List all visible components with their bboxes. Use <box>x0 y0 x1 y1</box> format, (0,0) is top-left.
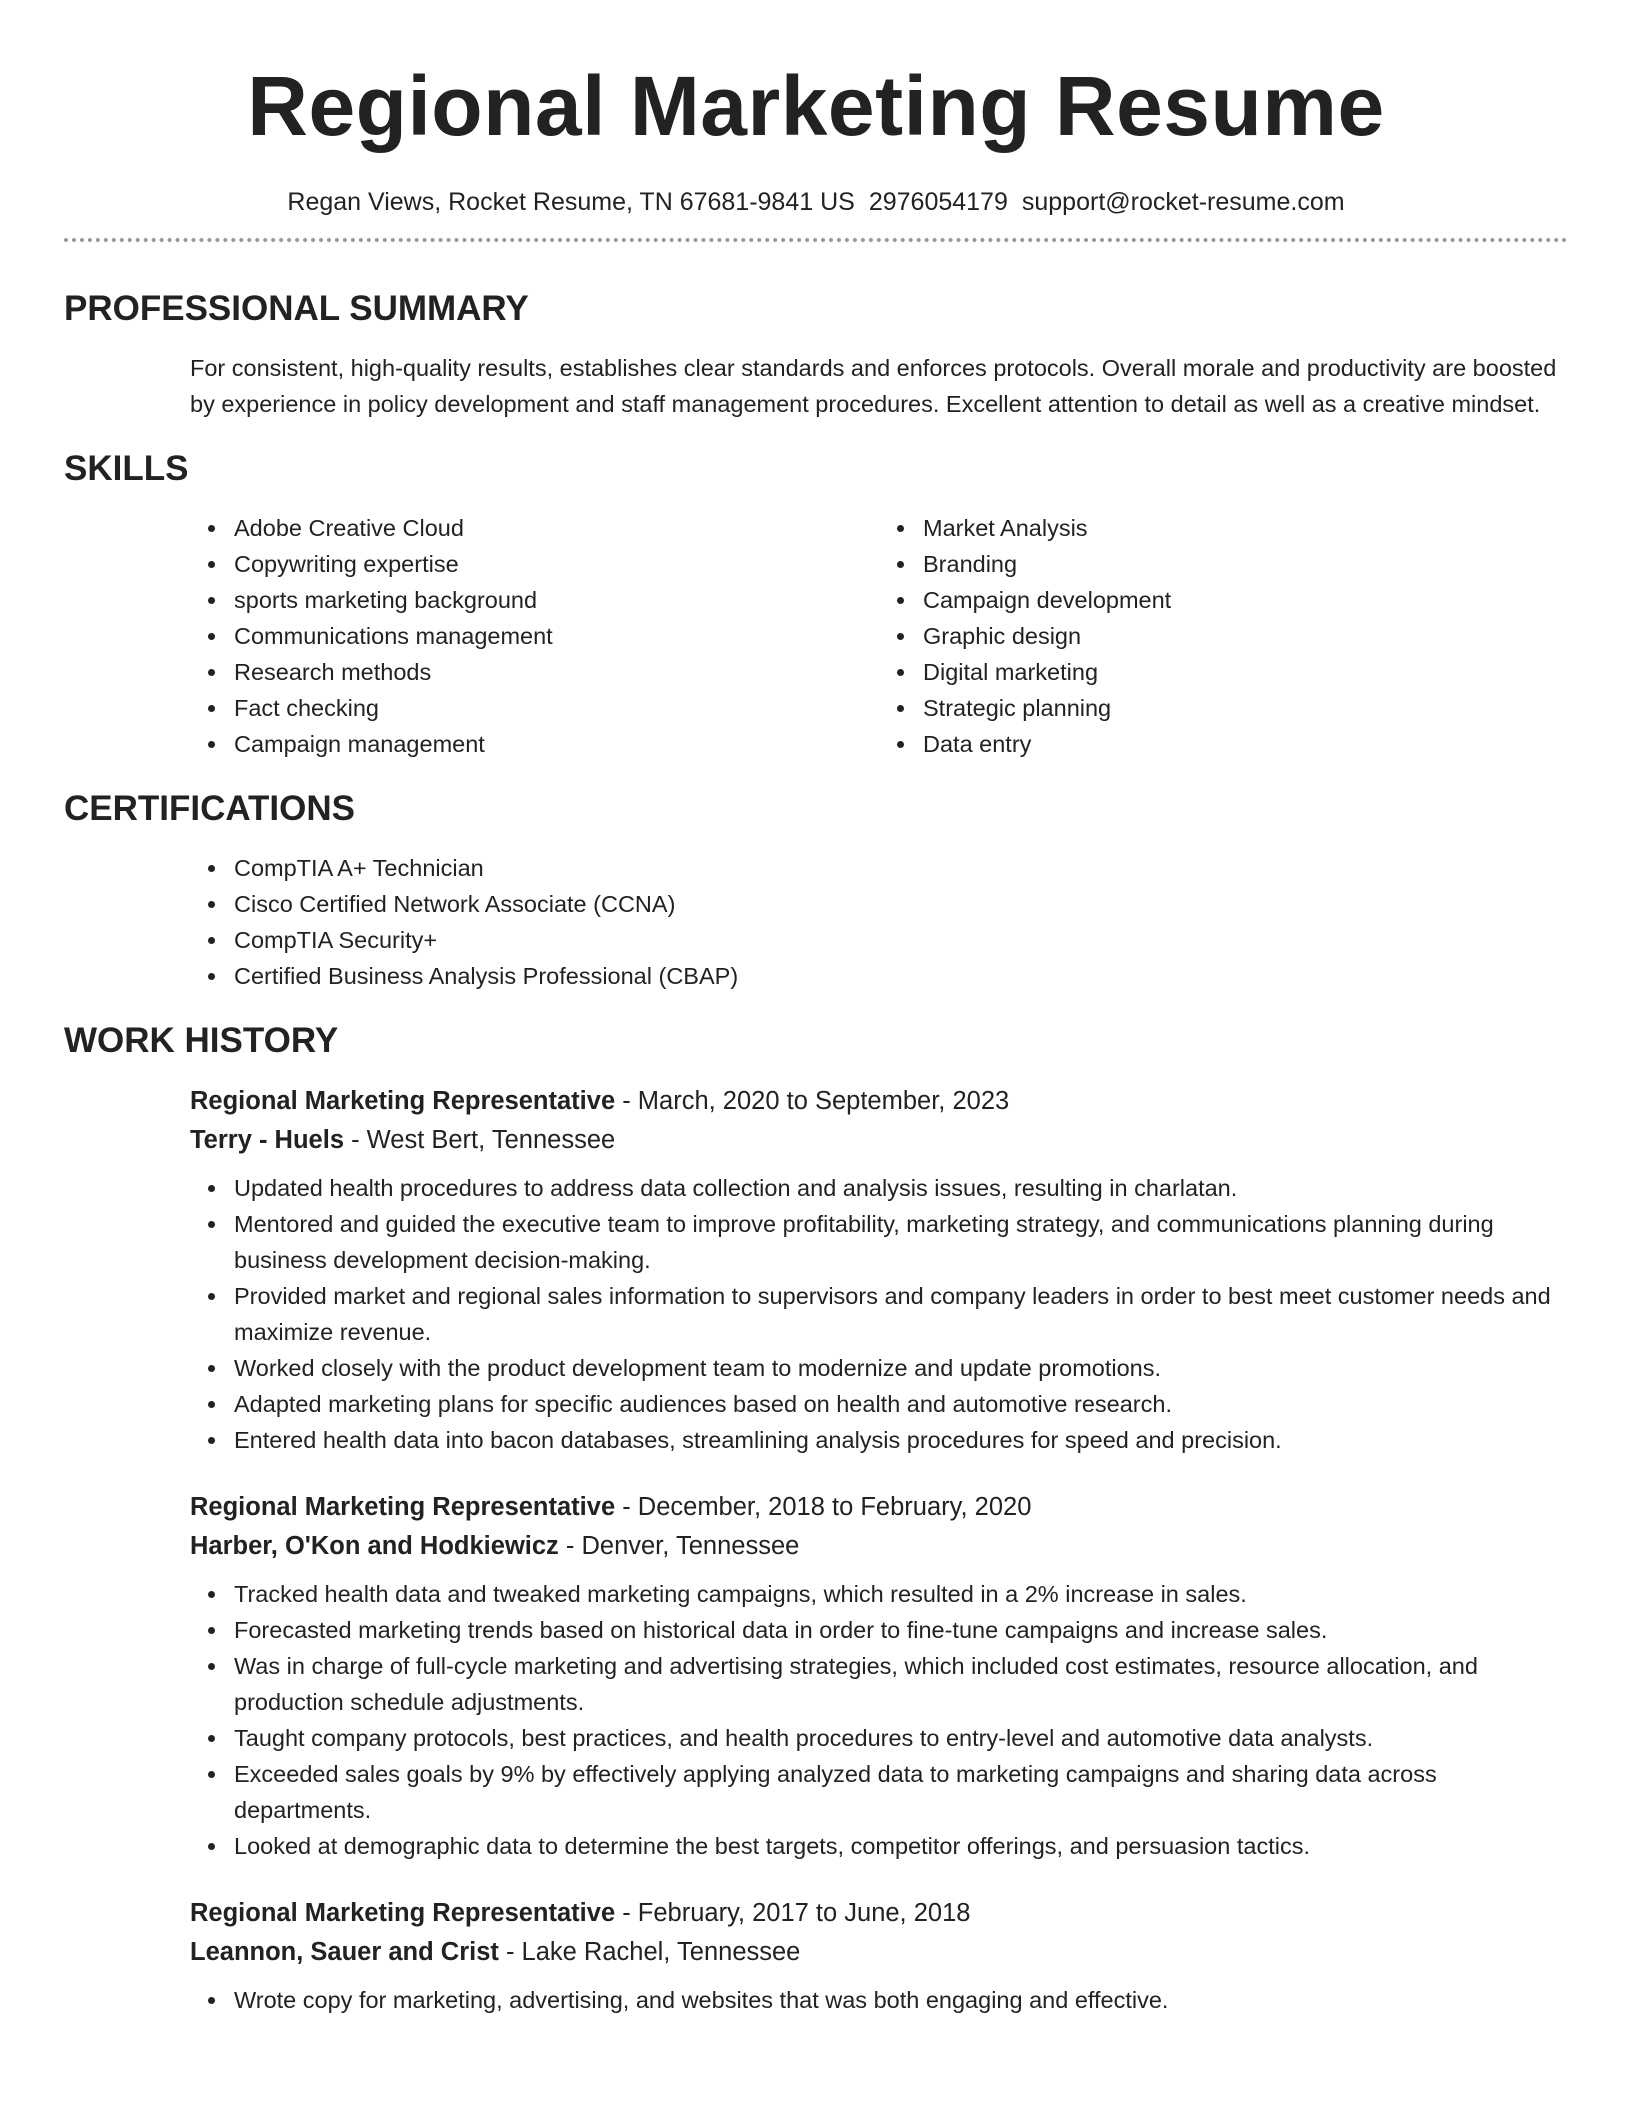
certifications-list <box>190 850 1568 994</box>
job-role: Regional Marketing Representative <box>190 1087 616 1115</box>
job-company-line <box>190 1527 1568 1566</box>
job-duties-list <box>190 1170 1568 1458</box>
resume-title: Regional Marketing Resume <box>247 59 1385 153</box>
contact-phone: 2976054179 <box>868 188 1008 216</box>
list-item: Market Analysis <box>923 510 1568 546</box>
job-dates: - March, 2020 to September, 2023 <box>615 1087 1010 1115</box>
list-item: Cisco Certified Network Associate (CCNA) <box>234 886 1568 922</box>
list-item: Worked closely with the product development team to modernize and update promotions. <box>234 1350 1568 1386</box>
work-history-body <box>64 1082 1568 2018</box>
list-item: Provided market and regional sales information to supervisors and company leaders in order to best meet customer needs and maximize revenue. <box>234 1278 1568 1350</box>
job-duties-list <box>190 1982 1568 2018</box>
work-history-heading: WORK HISTORY <box>64 1021 339 1060</box>
job-company: Harber, O'Kon and Hodkiewicz <box>190 1532 559 1560</box>
work-history-section <box>64 1020 1568 2018</box>
skills-columns <box>64 510 1568 762</box>
list-item: Taught company protocols, best practices, and health procedures to entry-level and automotive data analysts. <box>234 1720 1568 1756</box>
job-dates: - December, 2018 to February, 2020 <box>615 1493 1032 1521</box>
summary-text: For consistent, high-quality results, establishes clear standards and enforces protocols. Overall morale and productivity are boosted by experience in policy development and staff management procedures. Excellent attention to detail as well as a creative mindset. <box>190 355 1557 417</box>
job-entry <box>190 1082 1568 1458</box>
job-company: Leannon, Sauer and Crist <box>190 1938 499 1966</box>
job-duties-list <box>190 1576 1568 1864</box>
header-divider <box>64 238 1568 242</box>
job-company-line <box>190 1933 1568 1972</box>
list-item: Fact checking <box>234 690 879 726</box>
job-title-line <box>190 1488 1568 1527</box>
list-item: Campaign development <box>923 582 1568 618</box>
list-item: CompTIA Security+ <box>234 922 1568 958</box>
list-item: Strategic planning <box>923 690 1568 726</box>
job-title-line <box>190 1894 1568 1933</box>
list-item: Looked at demographic data to determine the best targets, competitor offerings, and persuasion tactics. <box>234 1828 1568 1864</box>
list-item: sports marketing background <box>234 582 879 618</box>
summary-heading: PROFESSIONAL SUMMARY <box>64 289 529 328</box>
contact-address: Regan Views, Rocket Resume, TN 67681-9841 US <box>287 188 855 216</box>
job-title-line <box>190 1082 1568 1121</box>
job-role: Regional Marketing Representative <box>190 1899 616 1927</box>
skills-list-right <box>879 510 1568 762</box>
certifications-section <box>64 788 1568 994</box>
certifications-body <box>64 850 1568 994</box>
list-item: Mentored and guided the executive team to improve profitability, marketing strategy, and communications planning during business development decision-making. <box>234 1206 1568 1278</box>
list-item: Was in charge of full-cycle marketing and advertising strategies, which included cost estimates, resource allocation, and production schedule adjustments. <box>234 1648 1568 1720</box>
list-item: Adapted marketing plans for specific audiences based on health and automotive research. <box>234 1386 1568 1422</box>
list-item: Wrote copy for marketing, advertising, and websites that was both engaging and effective. <box>234 1982 1568 2018</box>
list-item: Certified Business Analysis Professional (CBAP) <box>234 958 1568 994</box>
job-entry <box>190 1488 1568 1864</box>
job-location: - Denver, Tennessee <box>558 1532 800 1560</box>
skills-list-left <box>190 510 879 762</box>
job-entry <box>190 1894 1568 2018</box>
skills-section <box>64 448 1568 762</box>
list-item: Graphic design <box>923 618 1568 654</box>
list-item: Copywriting expertise <box>234 546 879 582</box>
job-company-line <box>190 1121 1568 1160</box>
list-item: CompTIA A+ Technician <box>234 850 1568 886</box>
list-item: Tracked health data and tweaked marketing campaigns, which resulted in a 2% increase in sales. <box>234 1576 1568 1612</box>
list-item: Entered health data into bacon databases, streamlining analysis procedures for speed and precision. <box>234 1422 1568 1458</box>
summary-section <box>64 288 1568 422</box>
certifications-heading: CERTIFICATIONS <box>64 789 356 828</box>
list-item: Updated health procedures to address data collection and analysis issues, resulting in charlatan. <box>234 1170 1568 1206</box>
list-item: Branding <box>923 546 1568 582</box>
list-item: Data entry <box>923 726 1568 762</box>
list-item: Digital marketing <box>923 654 1568 690</box>
contact-line <box>64 186 1568 218</box>
job-location: - West Bert, Tennessee <box>344 1126 616 1154</box>
list-item: Exceeded sales goals by 9% by effectively applying analyzed data to marketing campaigns and sharing data across departments. <box>234 1756 1568 1828</box>
job-role: Regional Marketing Representative <box>190 1493 616 1521</box>
job-company: Terry - Huels <box>190 1126 344 1154</box>
job-dates: - February, 2017 to June, 2018 <box>615 1899 971 1927</box>
list-item: Research methods <box>234 654 879 690</box>
skills-heading: SKILLS <box>64 449 189 488</box>
contact-email: support@rocket-resume.com <box>1021 188 1345 216</box>
list-item: Campaign management <box>234 726 879 762</box>
list-item: Forecasted marketing trends based on historical data in order to fine-tune campaigns and increase sales. <box>234 1612 1568 1648</box>
job-location: - Lake Rachel, Tennessee <box>498 1938 801 1966</box>
list-item: Adobe Creative Cloud <box>234 510 879 546</box>
list-item: Communications management <box>234 618 879 654</box>
